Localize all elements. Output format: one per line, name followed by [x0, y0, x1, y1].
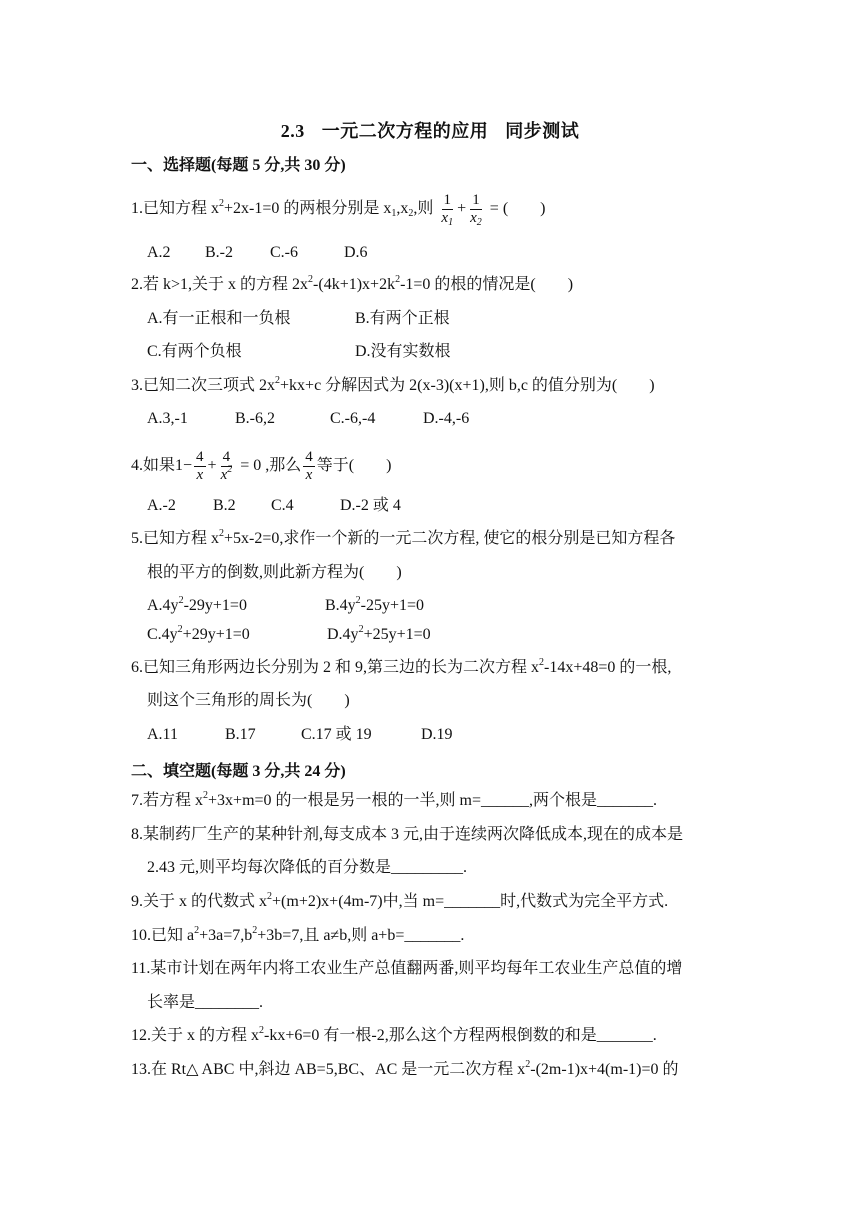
- q6-option-a[interactable]: A.11: [147, 726, 178, 743]
- q1-sup: 2: [219, 198, 225, 210]
- q1-text-d: ,则: [413, 200, 434, 218]
- q1-sub1: 1: [391, 208, 397, 220]
- q1-fraction-2: $\frac{1}{x_2}$: [470, 192, 482, 228]
- q5-option-d[interactable]: $D.4y^2+25y+1=0$: [327, 624, 431, 643]
- q4-fraction-1: $\frac{4}{x}$: [196, 449, 204, 483]
- question-8-line2: 2.43 元,则平均每次降低的百分数是_________.: [147, 859, 468, 876]
- q1-fraction-1: $\frac{1}{x_1}$: [441, 192, 454, 228]
- q5-option-c[interactable]: $C.4y^2+29y+1=0$: [147, 624, 250, 643]
- q1-option-c[interactable]: C.-6: [270, 244, 298, 261]
- q3-option-d[interactable]: D.-4,-6: [423, 410, 470, 427]
- q5-options-row2: [147, 625, 431, 645]
- q1-text-b: +2x-1=0 的两根分别是 x: [224, 200, 392, 218]
- q4-fraction-3: $\frac{4}{x}$: [305, 449, 313, 483]
- page-title: [0, 117, 860, 143]
- q3-option-c[interactable]: C.-6,-4: [330, 410, 376, 427]
- question-11-line2: 长率是________.: [147, 994, 264, 1011]
- q2-option-c[interactable]: C.有两个负根: [147, 343, 242, 360]
- q1-option-a[interactable]: A.2: [147, 244, 171, 261]
- question-4: 4.如果1− $\frac{4}{x}$ + $\frac{4}{x^2}$ = 0 ,那么 $\frac{4}{x}$ 等于( ): [131, 449, 392, 483]
- q3-option-b[interactable]: B.-6,2: [235, 410, 275, 427]
- q4-option-d[interactable]: D.-2 或 4: [340, 497, 401, 514]
- q1-text: 1.已知方程 x: [131, 200, 220, 218]
- q4-option-c[interactable]: C.4: [271, 497, 294, 514]
- title-main: 一元二次方程的应用: [321, 121, 489, 141]
- section-heading-fill: 二、填空题(每题 3 分,共 24 分): [131, 763, 346, 780]
- q2-option-b[interactable]: B.有两个正根: [355, 310, 450, 327]
- q6-options: [147, 725, 453, 745]
- q5-option-b[interactable]: $B.4y^2-25y+1=0$: [325, 595, 425, 614]
- question-11: 11.某市计划在两年内将工农业生产总值翻两番,则平均每年工农业生产总值的增: [131, 960, 683, 977]
- q4-fraction-2: $\frac{4}{x^2}$: [220, 449, 233, 483]
- question-9: 9.关于 x 的代数式 $x^2+(m+2)x+(4m-7)$中,当 m=_______时,代数式为完全平方式.: [131, 891, 669, 910]
- q2-options-row2: [147, 342, 451, 362]
- question-5-line2: 根的平方的倒数,则此新方程为( ): [147, 564, 402, 581]
- question-12: 12.关于 x 的方程 $x^2-kx+6=0$ 有一根-2,那么这个方程两根倒数的和是_______.: [131, 1025, 657, 1044]
- q1-answer-paren: = ( ): [489, 200, 546, 218]
- q4-option-b[interactable]: B.2: [213, 497, 236, 514]
- question-6-line2: 则这个三角形的周长为( ): [147, 692, 350, 709]
- q4-option-a[interactable]: A.-2: [147, 497, 176, 514]
- question-10: 10.已知 $a^2+3a=7,b^2+3b=7$,且 a≠b,则 a+b=_______.: [131, 925, 465, 944]
- q1-option-b[interactable]: B.-2: [205, 244, 233, 261]
- q1-option-d[interactable]: D.6: [344, 244, 368, 261]
- question-3: 3.已知二次三项式 $2x^2+kx+c$ 分解因式为 2(x-3)(x+1),则 b,c 的值分别为( ): [131, 375, 655, 394]
- section-heading-choice: 一、选择题(每题 5 分,共 30 分): [131, 157, 346, 174]
- question-13: 13.在 Rt△ ABC 中,斜边 AB=5,BC、AC 是一元二次方程 $x^2-(2m-1)x+4(m-1)=0$ 的: [131, 1059, 679, 1078]
- q6-option-c[interactable]: C.17 或 19: [301, 726, 372, 743]
- q3-option-a[interactable]: A.3,-1: [147, 410, 188, 427]
- q4-options: [147, 496, 401, 516]
- q3-options: [147, 409, 469, 429]
- q1-options: [147, 243, 368, 263]
- title-sub: 同步测试: [505, 121, 580, 141]
- q2-option-d[interactable]: D.没有实数根: [355, 343, 451, 360]
- q6-option-b[interactable]: B.17: [225, 726, 256, 743]
- q1-plus: +: [457, 200, 467, 218]
- question-5: 5.已知方程 $x^2+5x-2=0$,求作一个新的一元二次方程, 使它的根分别是已知方程各: [131, 528, 676, 547]
- question-7: 7.若方程 $x^2+3x+m=0$ 的一根是另一根的一半,则 m=______,两个根是_______.: [131, 790, 658, 809]
- q2-options-row1: [147, 309, 450, 329]
- q1-text-c: ,x: [396, 200, 409, 218]
- q5-options-row1: [147, 596, 424, 616]
- q5-option-a[interactable]: $A.4y^2-29y+1=0$: [147, 595, 247, 614]
- q1-sub2: 2: [408, 208, 414, 220]
- q6-option-d[interactable]: D.19: [421, 726, 453, 743]
- question-8: 8.某制药厂生产的某种针剂,每支成本 3 元,由于连续两次降低成本,现在的成本是: [131, 826, 684, 843]
- question-6: 6.已知三角形两边长分别为 2 和 9,第三边的长为二次方程 $x^2-14x+48=0$ 的一根,: [131, 657, 672, 676]
- question-1: [131, 192, 545, 227]
- title-number: 2.3: [280, 121, 305, 141]
- q2-option-a[interactable]: A.有一正根和一负根: [147, 310, 291, 327]
- question-2: 2.若 k>1,关于 x 的方程 $2x^2-(4k+1)x+2k^2-1=0$ 的根的情况是( ): [131, 274, 574, 293]
